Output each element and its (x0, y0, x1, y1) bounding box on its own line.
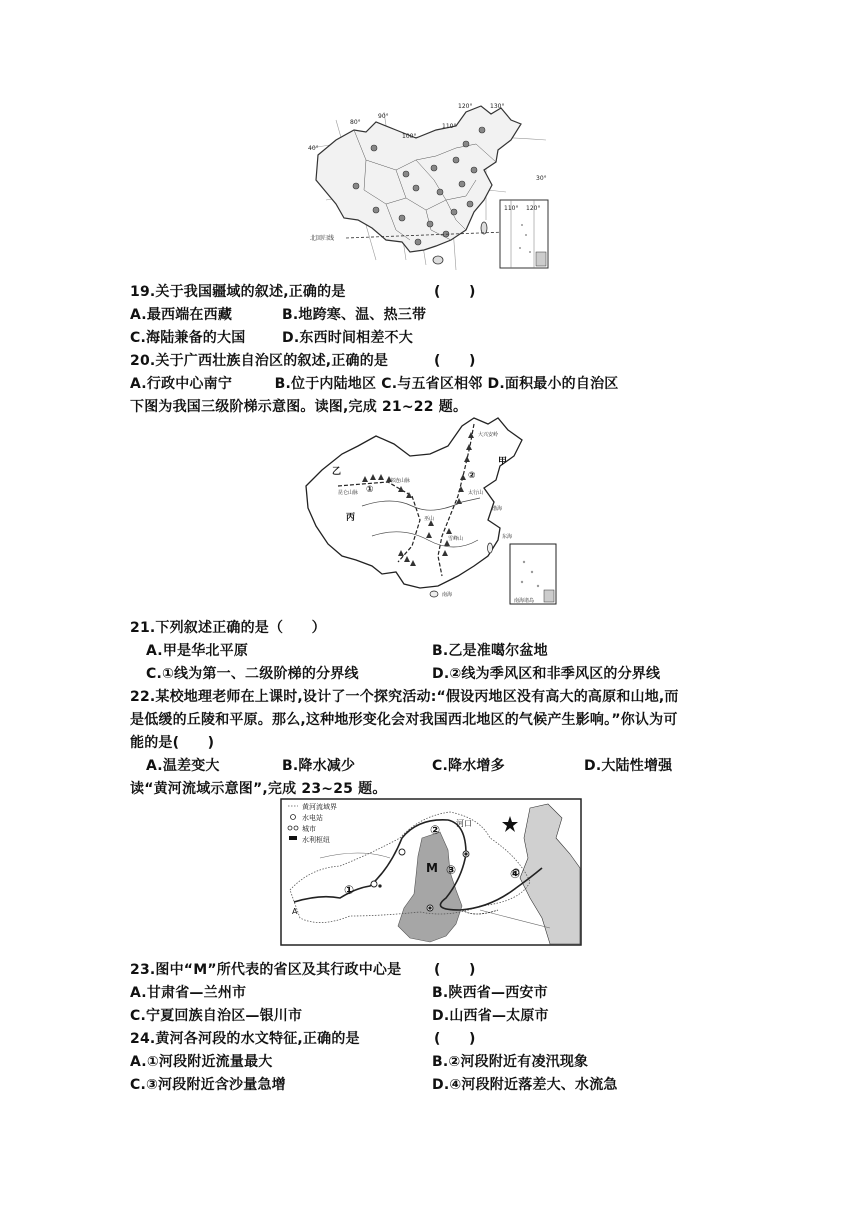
lon-label: 100° (402, 133, 417, 140)
legend-hub: 水利枢纽 (302, 836, 330, 844)
label-qilian: 祁连山脉 (390, 478, 411, 484)
q22-option-a: A.温差变大 (146, 758, 220, 774)
q20-options: A.行政中心南宁 B.位于内陆地区 C.与五省区相邻 D.面积最小的自治区 (130, 376, 619, 392)
china-map-figure (306, 100, 552, 272)
q19-option-d: D.东西时间相差不大 (282, 330, 413, 346)
lon-label: 110° (442, 123, 457, 130)
label-xuefeng: 雪峰山 (448, 536, 464, 542)
q23-option-a: A.甘肃省—兰州市 (130, 985, 247, 1001)
yellow-river-basin-figure (280, 798, 582, 946)
lon-label: 80° (350, 119, 361, 126)
label-daxinganling: 大兴安岭 (478, 432, 499, 438)
lon-label: 90° (378, 113, 389, 120)
label-a: A (292, 907, 298, 916)
q19-option-b: B.地跨寒、温、热三带 (282, 307, 427, 323)
label-donghai: 东海 (502, 534, 513, 540)
q22-line-2: 是低缓的丘陵和平原。那么,这种地形变化会对我国西北地区的气候产生影响。”你认为可 (130, 712, 678, 728)
legend-station: 水电站 (302, 814, 323, 822)
q23-option-c: C.宁夏回族自治区—银川市 (130, 1008, 303, 1024)
q19-option-a: A.最西端在西藏 (130, 307, 233, 323)
label-3: ③ (446, 863, 457, 877)
q23-blank: ( ) (434, 962, 476, 978)
q22-option-c: C.降水增多 (432, 758, 505, 774)
lon-label: 130° (490, 103, 505, 110)
tropic-label: 北回归线 (310, 235, 335, 242)
legend-boundary: 黄河流域界 (302, 803, 337, 811)
label-bing: 丙 (346, 513, 356, 523)
label-line-1: ① (366, 485, 374, 495)
q21-option-b: B.乙是准噶尔盆地 (432, 643, 548, 659)
q21-stem: 21.下列叙述正确的是（ ） (130, 620, 326, 636)
label-inset: 南海诸岛 (514, 598, 535, 604)
q19-stem: 19.关于我国疆域的叙述,正确的是 (130, 284, 346, 300)
label-yi: 乙 (332, 467, 342, 477)
label-line-2: ② (468, 471, 476, 481)
label-nanhai: 南海 (442, 592, 453, 598)
q22-option-d: D.大陆性增强 (584, 758, 673, 774)
intro-21-22: 下图为我国三级阶梯示意图。读图,完成 21~22 题。 (130, 399, 468, 415)
q20-stem: 20.关于广西壮族自治区的叙述,正确的是 (130, 353, 389, 369)
q20-blank: ( ) (434, 353, 476, 369)
q24-option-a: A.①河段附近流量最大 (130, 1054, 273, 1070)
label-taihang: 太行山 (468, 490, 484, 496)
label-bohai: 渤海 (492, 506, 503, 512)
inset-lon-label: 120° (526, 205, 541, 212)
q23-option-b: B.陕西省—西安市 (432, 985, 548, 1001)
label-wushan: 巫山 (424, 516, 435, 522)
label-m: M (426, 861, 438, 875)
q22-line-1: 22.某校地理老师在上课时,设计了一个探究活动:“假设丙地区没有高大的高原和山地,而 (130, 689, 679, 705)
q19-option-c: C.海陆兼备的大国 (130, 330, 246, 346)
label-2: ② (430, 823, 441, 837)
legend-city: 城市 (302, 825, 316, 833)
inset-lon-label: 110° (504, 205, 519, 212)
q23-stem: 23.图中“M”所代表的省区及其行政中心是 (130, 962, 402, 978)
q21-option-c: C.①线为第一、二级阶梯的分界线 (146, 666, 359, 682)
q24-blank: ( ) (434, 1031, 476, 1047)
terrain-steps-map-figure (302, 416, 558, 606)
label-kunlun: 昆仑山脉 (338, 490, 359, 496)
lon-label: 120° (458, 103, 473, 110)
q24-option-b: B.②河段附近有凌汛现象 (432, 1054, 589, 1070)
q19-blank: ( ) (434, 284, 476, 300)
q23-option-d: D.山西省—太原市 (432, 1008, 549, 1024)
q21-option-d: D.②线为季风区和非季风区的分界线 (432, 666, 661, 682)
label-4: ④ (510, 867, 521, 881)
lat-label: 40° (308, 145, 319, 152)
q24-option-c: C.③河段附近含沙量急增 (130, 1077, 286, 1093)
intro-23-25: 读“黄河流域示意图”,完成 23~25 题。 (130, 781, 387, 797)
q24-stem: 24.黄河各河段的水文特征,正确的是 (130, 1031, 360, 1047)
lat-label: 30° (536, 175, 547, 182)
q22-line-3: 能的是( ) (130, 735, 215, 751)
label-jia: 甲 (498, 457, 508, 467)
q22-option-b: B.降水减少 (282, 758, 356, 774)
label-1: ① (344, 883, 355, 897)
q24-option-d: D.④河段附近落差大、水流急 (432, 1077, 618, 1093)
label-river-mouth: 河口 (456, 819, 472, 828)
q21-option-a: A.甲是华北平原 (146, 643, 249, 659)
